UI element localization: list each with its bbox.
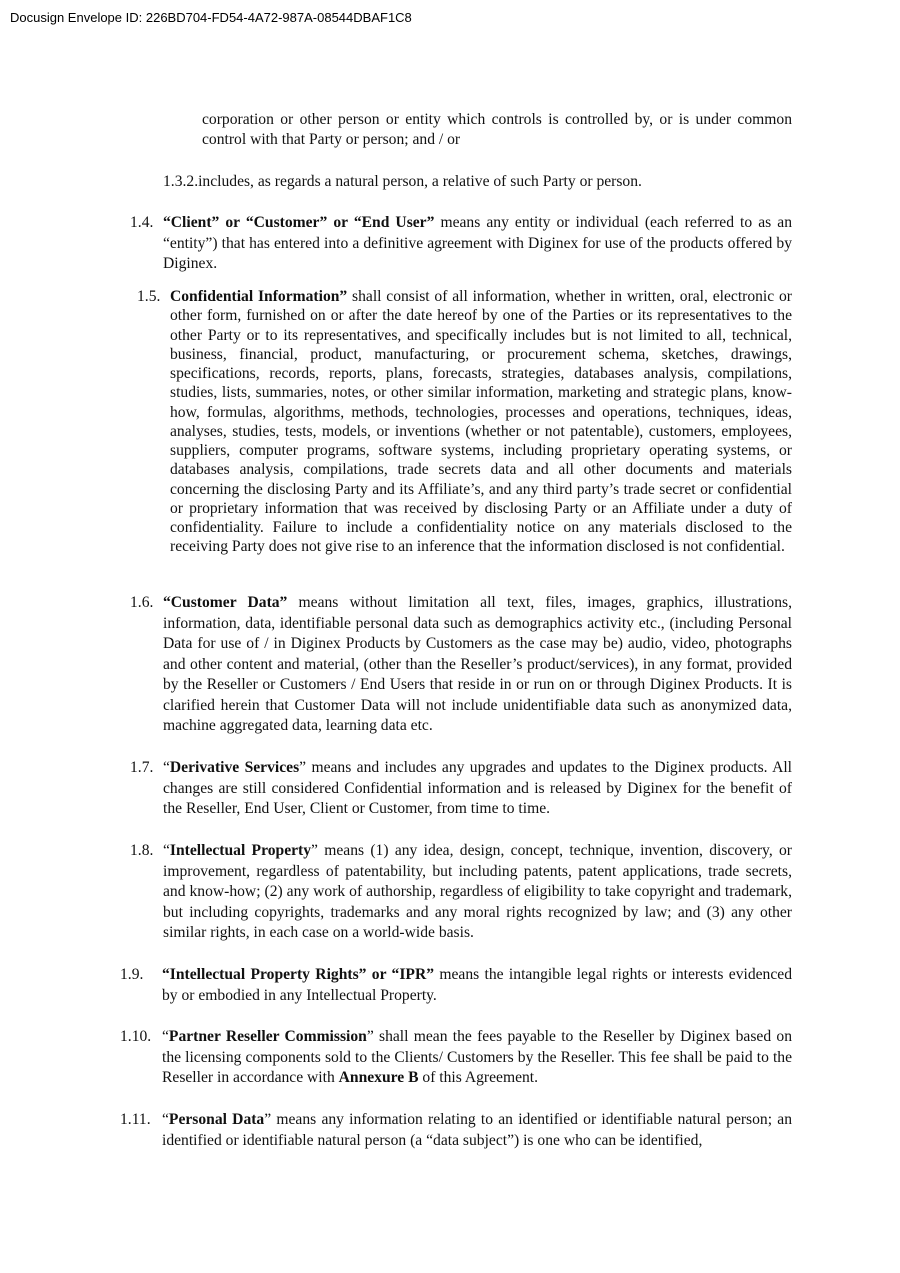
definition: ” means any information relating to an identified or identifiable natural person; an identified or identifiable natural person (a “data subject”) is one who can be identified, xyxy=(162,1111,792,1149)
subclause-number: 1.3.2. xyxy=(163,173,199,190)
definition: means without limitation all text, files, images, graphics, illustrations, information, data, identifiable personal data such as demographics activity etc., (including Personal Data for use of / in Diginex Products by Customers as the case may be) audio, video, photographs and other content and material, (other than the Reseller’s product/services), in any format, provided by the Reseller or Customers / End Users that reside in or run on or through Diginex Products. It is clarified herein that Customer Data will not include unidentifiable data such as anonymized data, machine aggregated data, learning data etc. xyxy=(163,594,792,734)
clause-number: 1.6. xyxy=(130,594,154,611)
clause-1-7 xyxy=(120,758,792,820)
clause-number: 1.11. xyxy=(120,1111,151,1128)
clause-number: 1.4. xyxy=(130,214,154,231)
envelope-id-header: Docusign Envelope ID: 226BD704-FD54-4A72-987A-08544DBAF1C8 xyxy=(10,10,412,25)
clause-number: 1.7. xyxy=(130,759,154,776)
definition-end: of this Agreement. xyxy=(418,1069,539,1086)
clause-1-9 xyxy=(120,965,792,1007)
clause-text xyxy=(163,758,792,820)
defined-term: Partner Reseller Commission xyxy=(168,1028,367,1045)
clause-text xyxy=(163,841,792,944)
clause-1-5 xyxy=(120,287,792,577)
open-quote: “ xyxy=(162,1028,169,1045)
defined-term: “Intellectual Property Rights” or “IPR” xyxy=(162,966,435,983)
clause-number: 1.9. xyxy=(120,966,144,983)
clause-text xyxy=(162,965,792,1006)
clause-text xyxy=(163,593,792,737)
clause-number: 1.8. xyxy=(130,842,154,859)
defined-term: Intellectual Property xyxy=(169,842,312,859)
definition: means the intangible legal rights or interests evidenced by or embodied in any Intellectual Property. xyxy=(162,966,792,1004)
clause-number: 1.10. xyxy=(120,1028,152,1045)
open-quote: “ xyxy=(163,759,170,776)
subclause-1-3-2 xyxy=(163,172,642,192)
open-quote: “ xyxy=(163,842,170,859)
clause-text xyxy=(162,1110,792,1151)
defined-term: Personal Data xyxy=(168,1111,265,1128)
clause-number: 1.5. xyxy=(137,288,161,305)
defined-term: Derivative Services xyxy=(169,759,300,776)
definition: means any entity or individual (each referred to as an “entity”) that has entered into a definitive agreement with Diginex for use of the products offered by Diginex. xyxy=(163,214,792,272)
definition: ” shall mean the fees payable to the Reseller by Diginex based on the licensing components sold to the Clients/ Customers by the Reseller. This fee shall be paid to the Reseller in accordance with xyxy=(162,1028,792,1086)
defined-term: Confidential Information” xyxy=(170,288,348,305)
clause-1-4 xyxy=(120,213,792,275)
definition: ” means (1) any idea, design, concept, technique, invention, discovery, or improvement, regardless of patentability, but including patents, patent applications, trade secrets, and know-how; (2) any work of authorship, regardless of eligibility to take copyright and trademark, but including copyrights, trademarks and any moral rights recognized by law; and (3) any other similar rights, in each case on a world-wide basis. xyxy=(163,842,792,941)
clause-1-10 xyxy=(120,1027,792,1089)
defined-term: “Customer Data” xyxy=(163,594,288,611)
clause-text xyxy=(163,213,792,275)
continuation-text: corporation or other person or entity which controls is controlled by, or is under common control with that Party or person; and / or xyxy=(202,111,792,148)
annexure-reference: Annexure B xyxy=(338,1069,419,1086)
clause-text xyxy=(162,1027,792,1089)
definition: shall consist of all information, whether in written, oral, electronic or other form, furnished on or after the date hereof by one of the Parties or its representatives to the other Party or to its representatives, and specifically includes but is not limited to all, technical, business, financial, product, manufacturing, or procurement schema, sketches, drawings, specifications, records, reports, plans, forecasts, strategies, databases analysis, compilations, studies, lists, summaries, notes, or other similar information, marketing and strategic plans, know-how, formulas, algorithms, methods, technologies, processes and operations, techniques, ideas, analyses, studies, tests, models, or inventions (whether or not patentable), customers, employees, suppliers, computer programs, software systems, including proprietary operating systems, or databases analysis, compilations, trade secrets data and all other documents and materials concerning the disclosing Party and its Affiliate’s, and any third party’s trade secret or confidential or proprietary information that was received by disclosing Party or an Affiliate under a duty of confidentiality. Failure to include a confidentiality notice on any materials disclosed to the receiving Party does not give rise to an inference that the information disclosed is not confidential. xyxy=(170,288,792,556)
clause-1-6 xyxy=(120,593,792,738)
clause-text xyxy=(170,287,792,557)
open-quote: “ xyxy=(162,1111,169,1128)
definition: ” means and includes any upgrades and updates to the Diginex products. All changes are still considered Confidential information and is released by Diginex for the benefit of the Reseller, End User, Client or Customer, from time to time. xyxy=(163,759,792,817)
clause-1-8 xyxy=(120,841,792,945)
subclause-text: includes, as regards a natural person, a relative of such Party or person. xyxy=(198,173,642,190)
clause-1-11 xyxy=(120,1110,792,1152)
defined-term: “Client” or “Customer” or “End User” xyxy=(163,214,435,231)
